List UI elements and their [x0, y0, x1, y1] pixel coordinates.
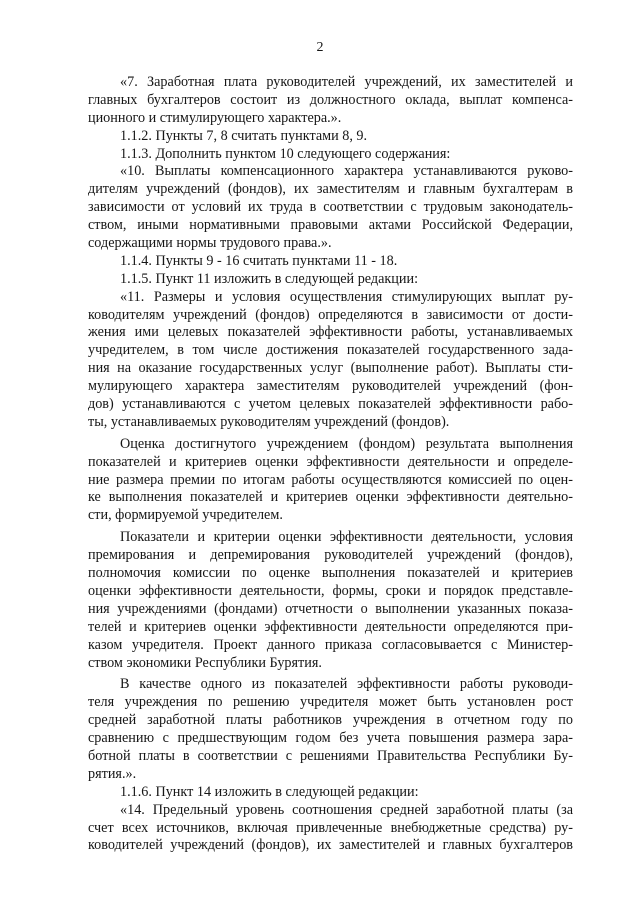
- text-line: ством экономики Республики Бурятия.: [88, 654, 322, 671]
- text-line: телей и критериев оценки эффективности деятельности определяются при-: [88, 618, 573, 635]
- text-line: зависимости от условий их труда в соответствии с трудовым законодатель-: [88, 199, 573, 216]
- text-line: жения ими целевых показателей эффективности работы, устанавливаемых: [88, 324, 573, 341]
- text-line: В качестве одного из показателей эффективности работы руководи-: [120, 676, 573, 693]
- text-line: ционного и стимулирующего характера.».: [88, 109, 342, 126]
- text-line: средней заработной платы работников учреждения в отчетном году по: [88, 712, 573, 729]
- text-line: ния на оказание государственных услуг (выполнение работ). Выплаты сти-: [88, 360, 573, 377]
- text-line: рятия.».: [88, 765, 137, 782]
- text-line: 1.1.5. Пункт 11 изложить в следующей редакции:: [120, 270, 419, 287]
- text-line: ты, устанавливаемых руководителям учреждений (фондов).: [88, 413, 450, 430]
- text-line: полномочия комиссии по оценке выполнения показателей и критериев: [88, 565, 573, 582]
- text-line: сти, формируемой учредителем.: [88, 507, 283, 524]
- text-line: ке выполнения показателей и критериев оценки эффективности деятельно-: [88, 489, 573, 506]
- text-line: показателей и критериев оценки эффективности деятельности и определе-: [88, 453, 573, 470]
- text-line: ством, иными нормативными правовыми актами Российской Федерации,: [88, 217, 573, 234]
- text-line: ние размера премии по итогам работы осуществляются комиссией по оцен-: [88, 471, 573, 488]
- text-line: «7. Заработная плата руководителей учреждений, их заместителей и: [120, 74, 573, 90]
- text-line: 1.1.4. Пункты 9 - 16 считать пунктами 11 - 18.: [120, 252, 398, 269]
- text-line: теля учреждения по решению учредителя может быть установлен рост: [88, 694, 573, 711]
- text-line: «14. Предельный уровень соотношения средней заработной платы (за: [120, 801, 573, 818]
- page-number: 2: [316, 40, 324, 55]
- text-line: Оценка достигнутого учреждением (фондом) результата выполнения: [120, 435, 573, 452]
- text-line: 1.1.6. Пункт 14 изложить в следующей редакции:: [120, 783, 419, 800]
- text-line: учредителем, в том числе достижения показателей государственного зада-: [88, 342, 573, 359]
- text-line: «10. Выплаты компенсационного характера устанавливаются руково-: [120, 163, 573, 180]
- text-line: ководителей учреждений (фондов), их заместителей и главных бухгалтеров: [88, 837, 573, 854]
- text-line: дов) устанавливаются с учетом целевых показателей эффективности рабо-: [88, 396, 573, 413]
- text-line: главных бухгалтеров состоит из должностного оклада, выплат компенса-: [88, 91, 573, 108]
- text-line: мулирующего характера заместителям руководителей учреждений (фон-: [88, 378, 573, 395]
- text-line: ния учреждениями (фондами) отчетности о выполнении указанных показа-: [88, 600, 573, 617]
- text-line: сравнению с предшествующим годом без учета повышения размера зара-: [88, 730, 573, 747]
- text-line: ботной платы в соответствии с решениями Правительства Республики Бу-: [88, 747, 573, 764]
- text-line: Показатели и критерии оценки эффективности деятельности, условия: [120, 529, 573, 546]
- text-line: 1.1.2. Пункты 7, 8 считать пунктами 8, 9.: [120, 127, 368, 144]
- text-line: дителям учреждений (фондов), их заместителям и главным бухгалтерам в: [88, 181, 573, 198]
- text-line: ководителям учреждений (фондов) определяются в зависимости от дости-: [88, 306, 573, 323]
- text-line: казом учредителя. Проект данного приказа согласовывается с Министер-: [88, 636, 573, 653]
- text-line: содержащими нормы трудового права.».: [88, 235, 332, 252]
- text-line: оценки эффективности деятельности, формы, сроки и порядок представле-: [88, 582, 573, 599]
- document-body: [88, 74, 573, 855]
- text-line: 1.1.3. Дополнить пунктом 10 следующего содержания:: [120, 145, 451, 162]
- text-line: «11. Размеры и условия осуществления стимулирующих выплат ру-: [120, 288, 573, 305]
- text-line: премирования и депремирования руководителей учреждений (фондов),: [88, 547, 573, 564]
- text-line: счет всех источников, включая привлеченные внебюджетные средства) ру-: [88, 819, 573, 836]
